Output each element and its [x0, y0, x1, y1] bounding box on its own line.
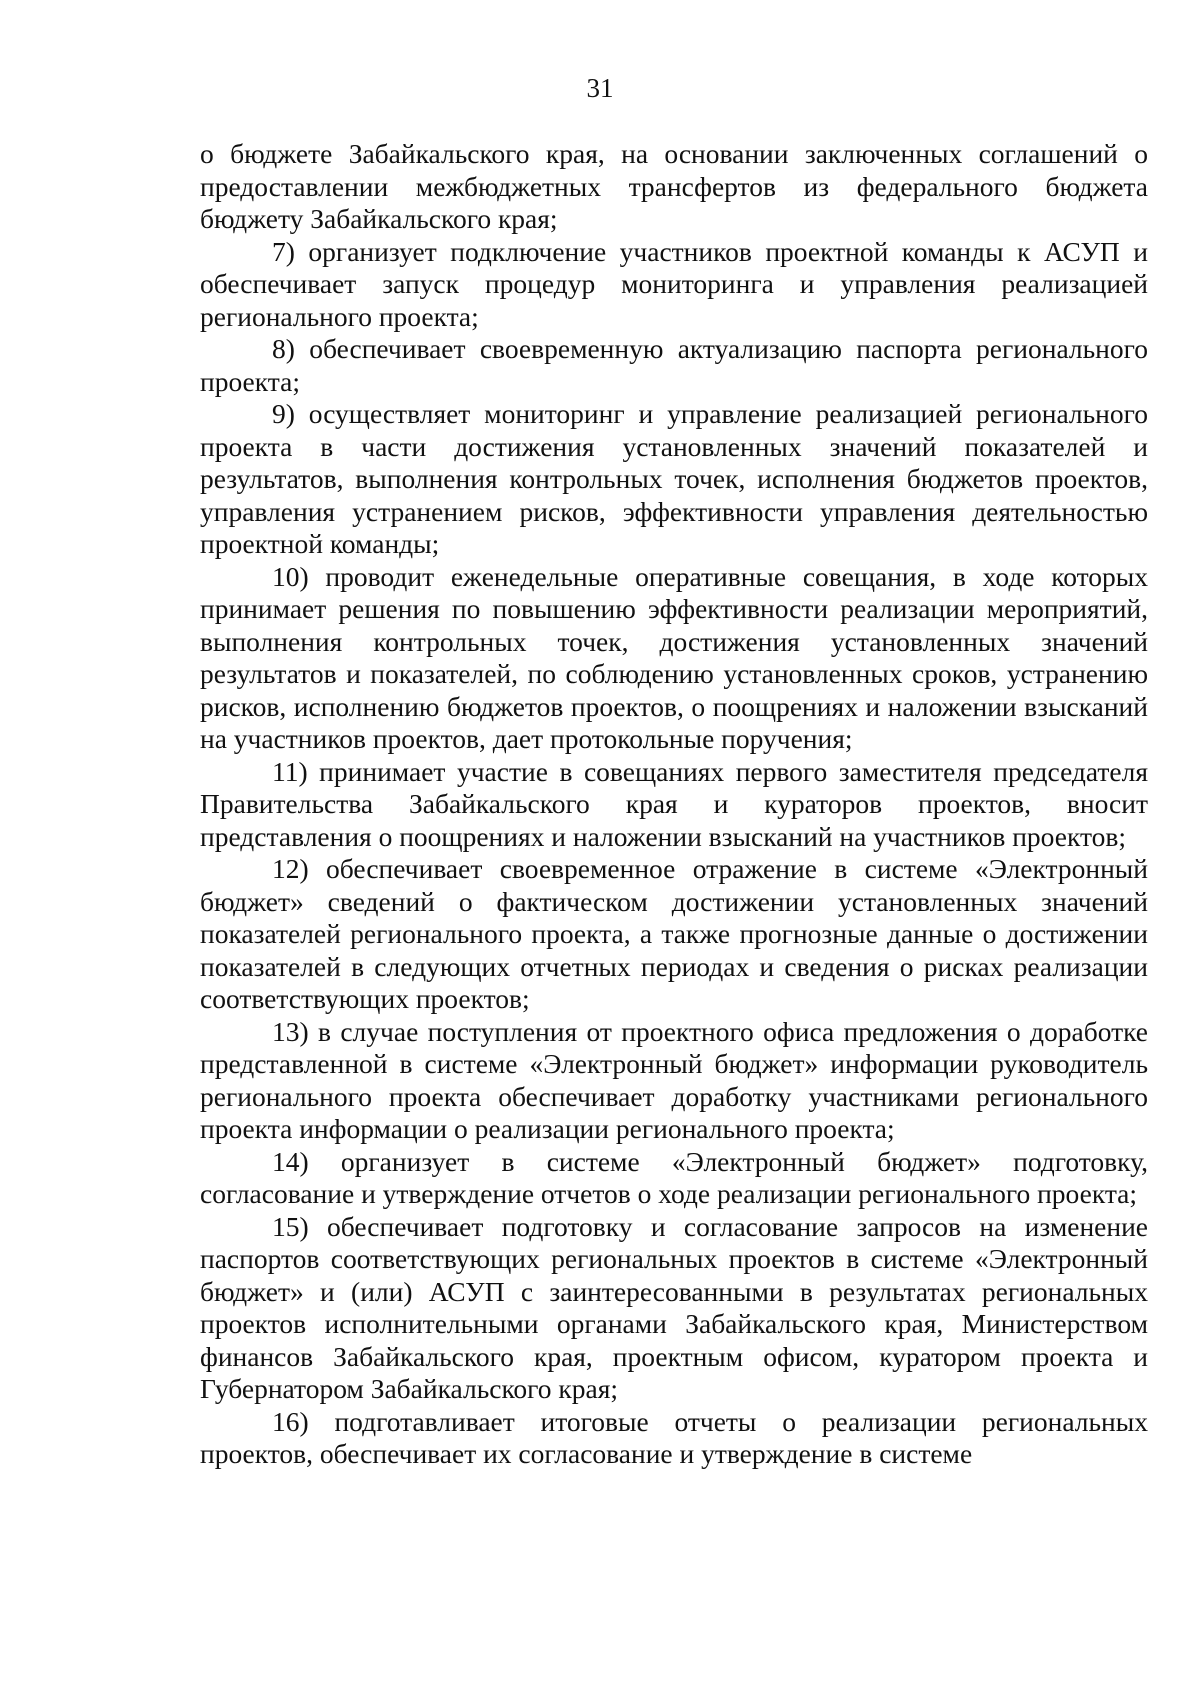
paragraph-continuation: о бюджете Забайкальского края, на основании заключенных соглашений о предоставлении межбюджетных трансфертов из федерального бюджета бюджету Забайкальского края; — [200, 138, 1148, 234]
paragraph-item-7: 7) организует подключение участников проектной команды к АСУП и обеспечивает запуск процедур мониторинга и управления реализацией регионального проекта; — [200, 235, 1148, 332]
paragraph-item-13: 13) в случае поступления от проектного офиса предложения о доработке представленной в системе «Электронный бюджет» информации руководитель регионального проекта обеспечивает доработку участниками регионального проекта информации о реализации регионального проекта; — [200, 1015, 1148, 1144]
paragraph-item-11: 11) принимает участие в совещаниях первого заместителя председателя Правительства Забайкальского края и кураторов проектов, вносит представления о поощрениях и наложении взысканий на участников проектов; — [200, 755, 1148, 852]
paragraph-item-8: 8) обеспечивает своевременную актуализацию паспорта регионального проекта; — [200, 333, 1148, 397]
paragraph-item-14: 14) организует в системе «Электронный бюджет» подготовку, согласование и утверждение отчетов о ходе реализации регионального проекта; — [200, 1145, 1148, 1209]
paragraph-item-15: 15) обеспечивает подготовку и согласование запросов на изменение паспортов соответствующих региональных проектов в системе «Электронный бюджет» и (или) АСУП с заинтересованными в результатах региональных проектов исполнительными органами Забайкальского края, Министерством финансов Забайкальского края, проектным офисом, куратором проекта и Губернатором Забайкальского края; — [200, 1210, 1148, 1404]
paragraph-item-10: 10) проводит еженедельные оперативные совещания, в ходе которых принимает решения по повышению эффективности реализации мероприятий, выполнения контрольных точек, достижения установленных значений результатов и показателей, по соблюдению установленных сроков, устранению рисков, исполнению бюджетов проектов, о поощрениях и наложении взысканий на участников проектов, дает протокольные поручения; — [200, 560, 1148, 754]
paragraph-item-12: 12) обеспечивает своевременное отражение в системе «Электронный бюджет» сведений о фактическом достижении установленных значений показателей регионального проекта, а также прогнозные данные о достижении показателей в следующих отчетных периодах и сведения о рисках реализации соответствующих проектов; — [200, 853, 1148, 1014]
paragraph-item-16: 16) подготавливает итоговые отчеты о реализации региональных проектов, обеспечивает их согласование и утверждение в системе — [200, 1405, 1148, 1469]
document-body — [200, 138, 1148, 1471]
paragraph-item-9: 9) осуществляет мониторинг и управление реализацией регионального проекта в части достижения установленных значений показателей и результатов, выполнения контрольных точек, исполнения бюджетов проектов, управления устранением рисков, эффективности управления деятельностью проектной команды; — [200, 398, 1148, 559]
page-number: 31 — [586, 73, 614, 103]
